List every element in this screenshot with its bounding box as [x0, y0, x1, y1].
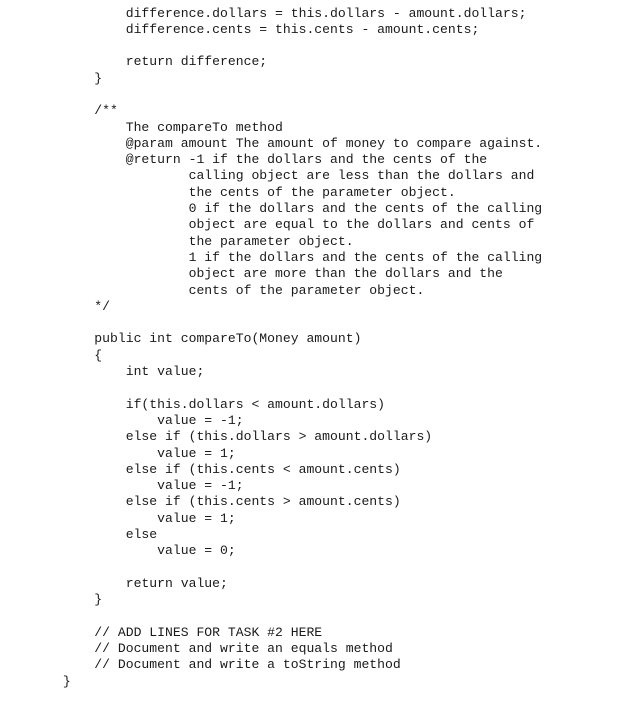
code-line: // ADD LINES FOR TASK #2 HERE [0, 624, 323, 640]
code-line: else if (this.dollars > amount.dollars) [0, 429, 433, 445]
code-line: */ [0, 298, 111, 314]
code-line [0, 380, 644, 396]
code-line [0, 560, 644, 576]
code-line: cents of the parameter object. [0, 282, 425, 298]
code-line: difference.cents = this.cents - amount.cents; [0, 21, 480, 37]
code-line: difference.dollars = this.dollars - amount.dollars; [0, 5, 527, 21]
code-line: value = 1; [0, 510, 236, 526]
code-line: calling object are less than the dollars and [0, 168, 535, 184]
code-line: 0 if the dollars and the cents of the calling [0, 201, 543, 217]
code-line: /** [0, 103, 118, 119]
code-line: value = 1; [0, 445, 236, 461]
code-line: if(this.dollars < amount.dollars) [0, 396, 386, 412]
code-line: { [0, 347, 103, 363]
code-line: 1 if the dollars and the cents of the calling [0, 249, 543, 265]
code-line: object are more than the dollars and the [0, 266, 503, 282]
code-line: int value; [0, 364, 205, 380]
code-line: The compareTo method [0, 119, 283, 135]
code-line: } [0, 592, 103, 608]
code-line [0, 38, 644, 54]
code-line: else [0, 527, 158, 542]
code-line: the cents of the parameter object. [0, 184, 456, 200]
code-line: public int compareTo(Money amount) [0, 331, 362, 347]
code-line: value = -1; [0, 412, 244, 428]
code-line [0, 315, 644, 331]
code-line: object are equal to the dollars and cents of [0, 217, 535, 233]
code-line: @param amount The amount of money to compare against. [0, 135, 543, 151]
code-line [0, 608, 644, 624]
code-line: // Document and write an equals method [0, 641, 393, 657]
code-line: } [0, 673, 71, 689]
code-line: the parameter object. [0, 233, 354, 249]
code-line: @return -1 if the dollars and the cents of the [0, 152, 488, 168]
code-line: } [0, 70, 103, 86]
code-line: value = -1; [0, 478, 244, 494]
code-line: return value; [0, 575, 228, 591]
code-line: else if (this.cents > amount.cents) [0, 494, 401, 510]
code-line: value = 0; [0, 543, 236, 559]
code-line: else if (this.cents < amount.cents) [0, 461, 401, 477]
code-line [0, 87, 644, 103]
code-line: // Document and write a toString method [0, 657, 401, 673]
code-listing [0, 6, 644, 690]
code-line: return difference; [0, 54, 268, 70]
